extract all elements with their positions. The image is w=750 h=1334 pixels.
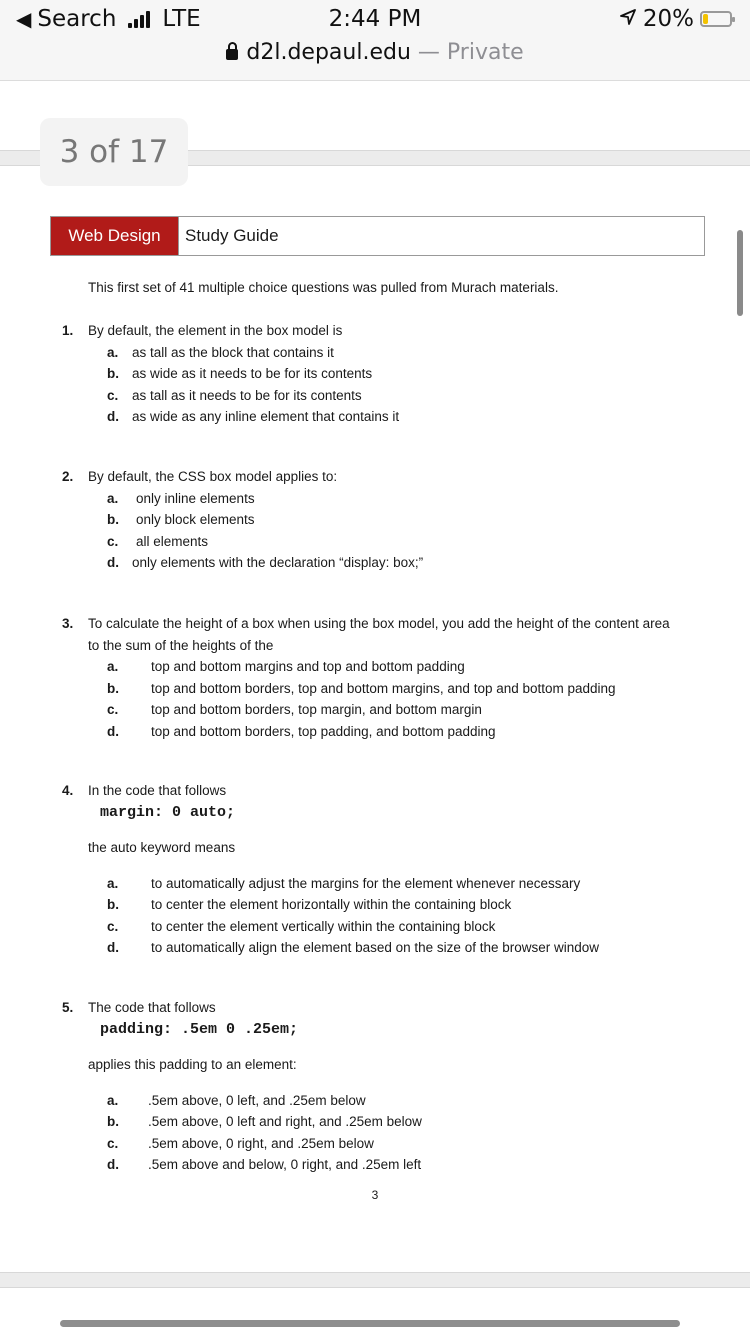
battery-percent: 20% — [642, 6, 694, 32]
question-text: The code that follows — [88, 1000, 216, 1015]
clock: 2:44 PM — [328, 6, 422, 32]
question-2 — [62, 466, 712, 574]
question-3 — [62, 613, 712, 742]
url-separator: — — [417, 40, 440, 65]
answer-option: a. .5em above, 0 left, and .25em below — [107, 1092, 366, 1108]
question-number: 5. — [62, 1000, 74, 1015]
question-text: To calculate the height of a box when using the box model, you add the height of the content area — [88, 616, 670, 631]
question-5 — [62, 997, 712, 1176]
answer-option: d. as wide as any inline element that contains it — [107, 409, 400, 424]
page-number: 3 — [371, 1188, 379, 1202]
question-4 — [62, 780, 712, 959]
question-followup: applies this padding to an element: — [88, 1057, 297, 1072]
answer-option: b. top and bottom borders, top and bottom margins, and top and bottom padding — [107, 680, 616, 696]
answer-option: d. top and bottom borders, top padding, and bottom padding — [107, 723, 496, 739]
question-text: By default, the element in the box model is — [88, 323, 343, 338]
home-indicator[interactable] — [60, 1320, 680, 1327]
question-text: In the code that follows — [88, 783, 227, 798]
answer-option: c. as tall as it needs to be for its contents — [107, 387, 362, 403]
page-divider-bottom — [0, 1272, 750, 1288]
answer-option: a. only inline elements — [107, 490, 255, 506]
question-1 — [62, 320, 712, 428]
question-number: 4. — [62, 783, 74, 798]
answer-option: c. .5em above, 0 right, and .25em below — [107, 1135, 374, 1151]
code-snippet: margin: 0 auto; — [100, 803, 236, 821]
answer-option: c. to center the element vertically within the containing block — [107, 918, 496, 934]
answer-option: d. only elements with the declaration “display: box;” — [107, 555, 424, 570]
intro-text: This first set of 41 multiple choice questions was pulled from Murach materials. — [88, 280, 559, 295]
status-bar — [0, 0, 750, 81]
page-counter: 3 of 17 — [40, 118, 188, 186]
battery-icon — [700, 11, 732, 27]
header-title: Study Guide — [178, 217, 279, 255]
question-text-cont: to the sum of the heights of the — [88, 637, 274, 653]
question-followup: the auto keyword means — [88, 840, 236, 855]
answer-option: a. as tall as the block that contains it — [107, 344, 334, 360]
location-arrow-icon — [619, 6, 637, 32]
back-label: Search — [37, 6, 117, 32]
answer-option: c. top and bottom borders, top margin, and bottom margin — [107, 702, 482, 717]
url-bar[interactable] — [0, 40, 750, 65]
question-number: 2. — [62, 469, 74, 484]
answer-option: a. top and bottom margins and top and bottom padding — [107, 659, 465, 674]
back-arrow-icon: ◀ — [16, 7, 32, 31]
answer-option: b. only block elements — [107, 512, 255, 527]
answer-option: a. to automatically adjust the margins for the element whenever necessary — [107, 875, 581, 891]
answer-option: d. .5em above and below, 0 right, and .25em left — [107, 1157, 422, 1172]
answer-option: c. all elements — [107, 533, 209, 549]
answer-option: b. as wide as it needs to be for its contents — [107, 366, 373, 381]
scrollbar-thumb[interactable] — [737, 230, 743, 316]
answer-option: b. to center the element horizontally within the containing block — [107, 897, 512, 912]
status-right — [619, 6, 732, 32]
answer-option: b. .5em above, 0 left and right, and .25em below — [107, 1114, 422, 1129]
code-snippet: padding: .5em 0 .25em; — [100, 1020, 299, 1038]
question-number: 1. — [62, 323, 74, 338]
document-header — [50, 216, 705, 256]
answer-option: d. to automatically align the element based on the size of the browser window — [107, 940, 600, 955]
private-label: Private — [446, 40, 524, 65]
lock-icon — [226, 49, 238, 60]
carrier-label: LTE — [162, 6, 201, 32]
question-text: By default, the CSS box model applies to: — [88, 469, 338, 484]
question-number: 3. — [62, 616, 74, 631]
url-domain: d2l.depaul.edu — [246, 40, 411, 65]
header-course: Web Design — [51, 217, 178, 255]
